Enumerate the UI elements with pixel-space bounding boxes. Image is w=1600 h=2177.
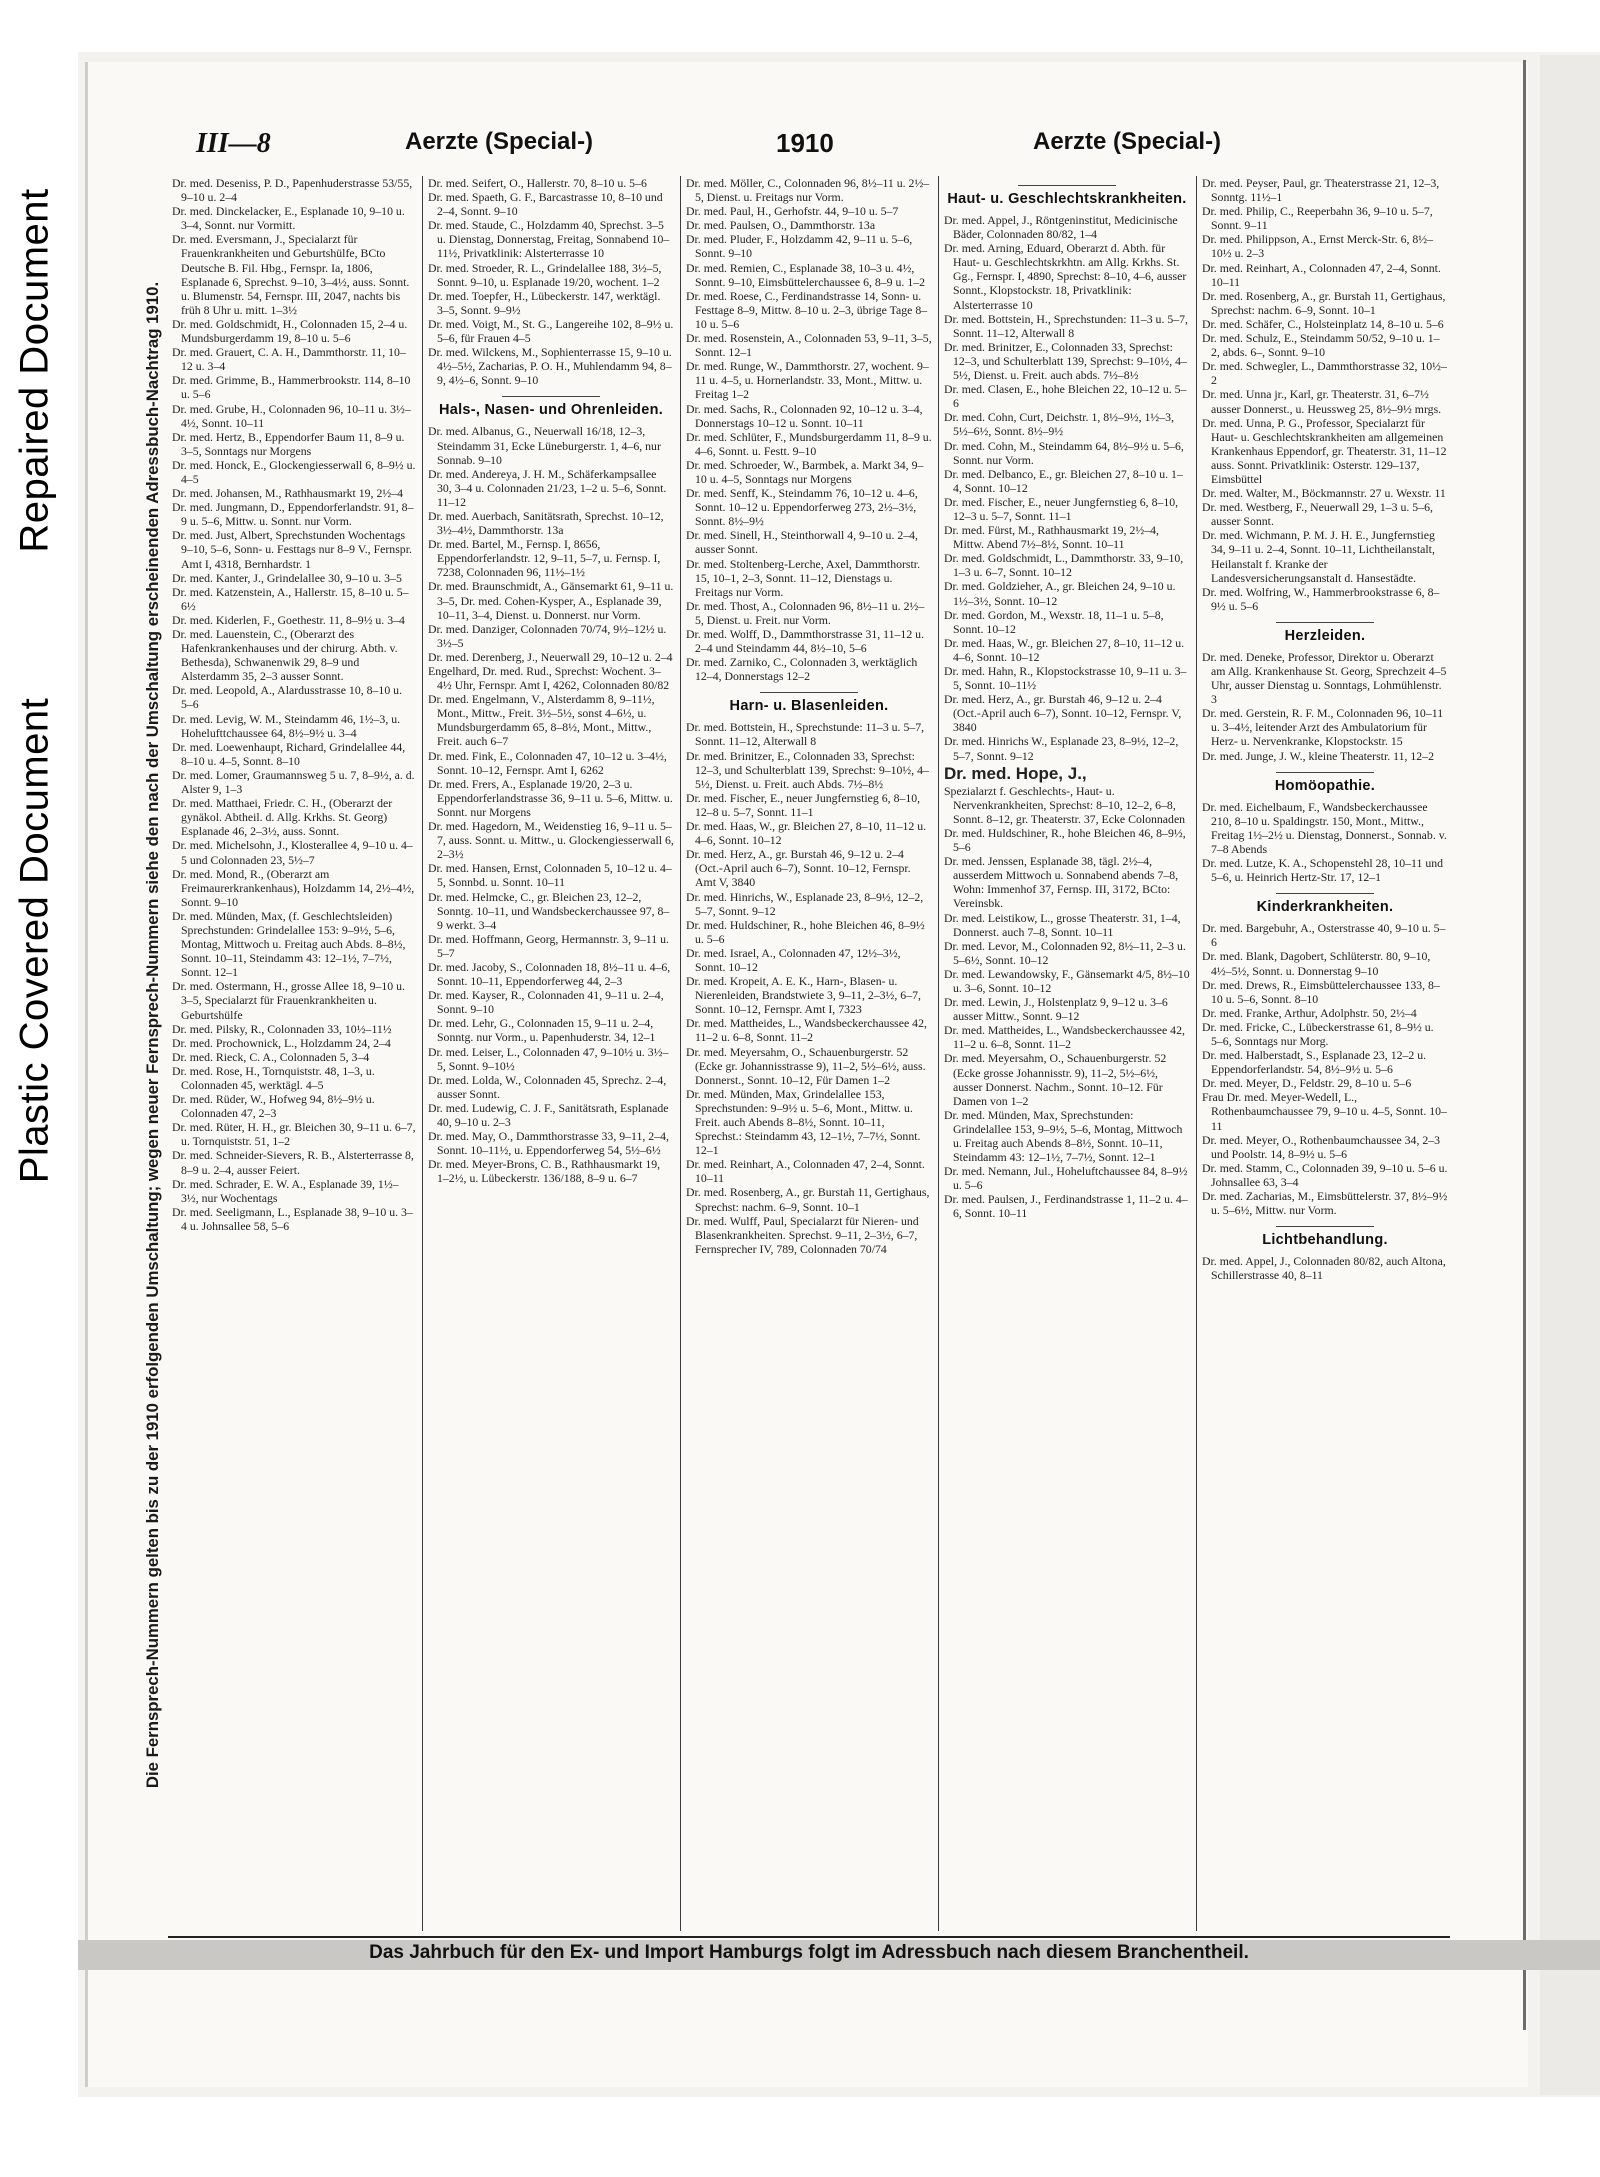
directory-entry: Dr. med. Gerstein, R. F. M., Colonnaden 96, 10–11 u. 3–4½, leitender Arzt des Ambulatorium für Herz- u. Nervenkranke, Klopstockstr. 15 (1202, 706, 1444, 749)
directory-entry: Dr. med. Ludewig, C. J. F., Sanitätsrath, Esplanade 40, 9–10 u. 2–3 (428, 1100, 669, 1129)
directory-entry: Dr. med. Schulz, E., Steindamm 50/52, 9–10 u. 1–2, abds. 6–, Sonnt. 9–10 (1202, 331, 1440, 360)
directory-entry: Dr. med. Israel, A., Colonnaden 47, 12½–3½, Sonnt. 10–12 (686, 945, 901, 974)
directory-entry: Dr. med. Stamm, C., Colonnaden 39, 9–10 u. 5–6 u. Johnsallee 63, 3–4 (1202, 1160, 1448, 1189)
directory-entry: Dr. med. Rüter, H. H., gr. Bleichen 30, 9–11 u. 6–7, u. Tornquiststr. 51, 1–2 (172, 1120, 416, 1149)
directory-entry: Dr. med. Zacharias, M., Eimsbüttelerstr. 37, 8½–9½ u. 5–6½, Mittw. nur Vorm. (1202, 1189, 1448, 1218)
directory-entry: Dr. med. Kayser, R., Colonnaden 41, 9–11 u. 2–4, Sonnt. 9–10 (428, 988, 664, 1017)
directory-entry: Dr. med. Voigt, M., St. G., Langereihe 102, 8–9½ u. 5–6, für Frauen 4–5 (428, 316, 674, 346)
directory-entry: Dr. med. Mattheides, L., Wandsbeckerchaussee 42, 11–2 u. 6–8, Sonnt. 11–2 (944, 1023, 1185, 1052)
directory-entry: Dr. med. Jacoby, S., Colonnaden 18, 8½–11 u. 4–6, Sonnt. 10–11, Eppendorferweg 44, 2–3 (428, 959, 671, 989)
directory-entry: Dr. med. Gordon, M., Wexstr. 18, 11–1 u. 5–8, Sonnt. 10–12 (944, 607, 1164, 636)
directory-entry: Dr. med. Meyersahm, O., Schauenburgerstr. 52 (Ecke gr. Johannisstrasse 9), 11–2, 5½–6½, auss. Donnerst., Sonnt. 10–12, Für Damen 1–2 (686, 1044, 926, 1087)
directory-entry: Dr. med. Münden, Max, (f. Geschlechtsleiden) Sprechstunden: Grindelallee 153: 9–9½, 5–6, Montag, Mittwoch u. Freitag auch Abds. 8–8½, Sonnt. 10–11, Steindamm 43: 12–1½, 7–7½, Sonnt. 12–1 (172, 908, 406, 980)
directory-entry: Dr. med. Auerbach, Sanitätsrath, Sprechst. 10–12, 3½–4½, Dammthorstr. 13a (428, 508, 664, 538)
directory-entry: Dr. med. Appel, J., Colonnaden 80/82, auch Altona, Schillerstrasse 40, 8–11 (1202, 1254, 1446, 1283)
directory-entry: Dr. med. Spaeth, G. F., Barcastrasse 10, 8–10 und 2–4, Sonnt. 9–10 (428, 190, 663, 219)
directory-entry: Dr. med. Braunschmidt, A., Gänsemarkt 61, 9–11 u. 3–5, Dr. med. Cohen-Kysper, A., Esplanade 39, 10–11, 3–4, Dienst. u. Donnerst. nur Vorm. (428, 579, 674, 622)
section-heading: Kinderkrankheiten. (1202, 893, 1448, 916)
directory-entry: Dr. med. Levig, W. M., Steindamm 46, 1½–3, u. Hohelufttchaussee 64, 8½–9½ u. 3–4 (172, 711, 401, 740)
directory-entry: Dr. med. Hoffmann, Georg, Hermannstr. 3, 9–11 u. 5–7 (428, 931, 669, 960)
directory-entry: Dr. med. Wulff, Paul, Specialarzt für Nieren- und Blasenkrankheiten. Sprechst. 9–11, 2–3½, 6–7, Fernsprecher IV, 789, Colonnaden 70/74 (686, 1213, 919, 1256)
directory-entry: Dr. med. Haas, W., gr. Bleichen 27, 8–10, 11–12 u. 4–6, Sonnt. 10–12 (944, 635, 1185, 664)
directory-entry: Dr. med. Fink, E., Colonnaden 47, 10–12 u. 3–4½, Sonnt. 10–12, Fernspr. Amt I, 6262 (428, 748, 667, 777)
directory-entry: Dr. med. Fricke, C., Lübeckerstrasse 61, 8–9½ u. 5–6, Sonntags nur Morg. (1202, 1019, 1434, 1048)
directory-entry: Dr. med. Paulsen, O., Dammthorstr. 13a (686, 218, 876, 233)
directory-entry: Dr. med. Lauenstein, C., (Oberarzt des Hafenkrankenhauses und der chirurg. Abth. v. Bethesda), Schwanenwik 29, 8–9 und Alsterdamm 35, 2–3 ausser Sonnt. (172, 627, 398, 684)
directory-entry: Dr. med. Bottstein, H., Sprechstunde: 11–3 u. 5–7, Sonnt. 11–12, Alterwall 8 (686, 720, 925, 749)
directory-entry: Dr. med. Cohn, M., Steindamm 64, 8½–9½ u. 5–6, Sonnt. nur Vorm. (944, 438, 1184, 467)
directory-entry: Dr. med. Prochownick, L., Holzdamm 24, 2–4 (172, 1035, 391, 1050)
directory-entry: Dr. med. Deseniss, P. D., Papenhuderstrasse 53/55, 9–10 u. 2–4 (172, 176, 413, 205)
directory-entry: Dr. med. Loewenhaupt, Richard, Grindelallee 44, 8–10 u. 4–5, Sonnt. 8–10 (172, 739, 406, 768)
directory-entry: Dr. med. Levor, M., Colonnaden 92, 8½–11, 2–3 u. 5–6½, Sonnt. 10–12 (944, 938, 1186, 967)
directory-entry: Dr. med. Haas, W., gr. Bleichen 27, 8–10, 11–12 u. 4–6, Sonnt. 10–12 (686, 819, 927, 848)
directory-entry: Dr. med. Meyersahm, O., Schauenburgerstr. 52 (Ecke grosse Johannisstr. 9), 11–2, 5½–6½, ausser Donnerst. Nachm., Sonnt. 10–12. Für Damen von 1–2 (944, 1051, 1167, 1108)
directory-entry: Dr. med. Derenberg, J., Neuerwall 29, 10–12 u. 2–4 (428, 649, 673, 664)
directory-entry: Dr. med. Rosenberg, A., gr. Burstah 11, Gertighaus, Sprechst: nachm. 6–9, Sonnt. 10–1 (686, 1185, 930, 1214)
directory-entry: Dr. med. Fischer, E., neuer Jungfernstieg 6, 8–10, 12–8 u. 5–7, Sonnt. 11–1 (686, 790, 921, 819)
directory-entry: Dr. med. Seifert, O., Hallerstr. 70, 8–10 u. 5–6 (428, 176, 647, 190)
directory-entry: Dr. med. Wolfring, W., Hammerbrookstrasse 6, 8–9½ u. 5–6 (1202, 584, 1440, 613)
column-4 (944, 176, 1190, 1934)
directory-entry: Dr. med. Delbanco, E., gr. Bleichen 27, 8–10 u. 1–4, Sonnt. 10–12 (944, 466, 1183, 495)
directory-entry: Dr. med. Blank, Dagobert, Schlüterstr. 80, 9–10, 4½–5½, Sonnt. u. Donnerstag 9–10 (1202, 949, 1431, 978)
running-head-left: Aerzte (Special-) (405, 128, 594, 155)
directory-entry: Dr. med. Mond, R., (Oberarzt am Freimaurerkrankenhaus), Holzdamm 14, 2½–4½, Sonnt. 9–10 (172, 866, 415, 909)
directory-entry: Dr. med. Just, Albert, Sprechstunden Wochentags 9–10, 5–6, Sonn- u. Festtags nur 8–9 V., Fernspr. Amt I, 4318, Bernhardstr. 1 (172, 528, 412, 571)
directory-entry: Dr. med. Grimme, B., Hammerbrookstr. 114, 8–10 u. 5–6 (172, 373, 411, 402)
directory-entry: Dr. med. Bartel, M., Fernsp. I, 8656, Eppendorferlandstr. 12, 9–11, 5–7, u. Fernsp. I, 7238, Colonnaden 96, 11½–1½ (428, 537, 661, 580)
footer-rule (168, 1936, 1450, 1938)
directory-entry: Dr. med. Kanter, J., Grindelallee 30, 9–10 u. 3–5 (172, 570, 402, 585)
directory-entry: Dr. med. Münden, Max, Grindelallee 153, Sprechstunden: 9–9½ u. 5–6, Mont., Mittw. u. Freit. auch Abends 8–8½, Sonnt. 10–11, Sprechst.: Steindamm 43, 12–1½, 7–7½, Sonnt. 12–1 (686, 1086, 921, 1158)
directory-entry: Dr. med. Meyer, O., Rothenbaumchaussee 34, 2–3 und Poolstr. 14, 8–9½ u. 5–6 (1202, 1132, 1441, 1161)
directory-entry: Dr. med. Danziger, Colonnaden 70/74, 9½–12½ u. 3½–5 (428, 621, 667, 650)
directory-entry: Dr. med. Halberstadt, S., Esplanade 23, 12–2 u. Eppendorferlandstr. 54, 8½–9½ u. 5–6 (1202, 1048, 1427, 1077)
directory-entry: Dr. med. Honck, E., Glockengiesserwall 6, 8–9½ u. 4–5 (172, 457, 416, 486)
directory-entry: Dr. med. Paulsen, J., Ferdinandstrasse 1, 11–2 u. 4–6, Sonnt. 10–11 (944, 1192, 1188, 1221)
directory-entry: Dr. med. Hertz, B., Eppendorfer Baum 11, 8–9 u. 3–5, Sonntags nur Morgens (172, 429, 405, 458)
directory-entry: Dr. med. Jenssen, Esplanade 38, tägl. 2½–4, ausserdem Mittwoch u. Sonnabend abends 7–8, Wohn: Immenhof 37, Fernsp. III, 3172, BCto: Vereinsbk. (944, 854, 1179, 911)
directory-entry: Dr. med. Peyser, Paul, gr. Theaterstrasse 21, 12–3, Sonntg. 11½–1 (1202, 176, 1440, 205)
section-heading: Harn- u. Blasenleiden. (686, 692, 932, 715)
section-heading: Herzleiden. (1202, 622, 1448, 645)
directory-entry: Dr. med. Frers, A., Esplanade 19/20, 2–3 u. Eppendorferlandstrasse 36, 9–11 u. 5–6, Mittw. u. Sonnt. nur Morgens (428, 776, 673, 819)
directory-entry: Dr. med. Kropeit, A. E. K., Harn-, Blasen- u. Nierenleiden, Brandstwiete 3, 9–11, 2–3½, 6–7, Sonnt. 10–12, Fernspr. Amt I, 7323 (686, 974, 921, 1017)
directory-entry: Dr. med. Drews, R., Eimsbüttelerchaussee 133, 8–10 u. 5–6, Sonnt. 8–10 (1202, 977, 1440, 1006)
directory-entry: Engelhard, Dr. med. Rud., Sprechst: Wochent. 3–4½ Uhr, Fernspr. Amt I, 4262, Colonnaden 80/82 (428, 664, 670, 693)
directory-entry: Dr. med. Appel, J., Röntgeninstitut, Medicinische Bäder, Colonnaden 80/82, 1–4 (944, 213, 1178, 242)
directory-entry: Dr. med. Senff, K., Steindamm 76, 10–12 u. 4–6, Sonnt. 10–12 u. Eppendorferweg 273, 2½–3½, Sonnt. 8½–9½ (686, 486, 918, 529)
directory-entry: Dr. med. Seeligmann, L., Esplanade 38, 9–10 u. 3–4 u. Johnsallee 58, 5–6 (172, 1204, 413, 1233)
directory-entry: Dr. med. Junge, J. W., kleine Theaterstr. 11, 12–2 (1202, 748, 1434, 763)
directory-entry: Dr. med. Katzenstein, A., Hallerstr. 15, 8–10 u. 5–6½ (172, 584, 409, 613)
section-heading: Haut- u. Geschlechtskrankheiten. (944, 185, 1190, 208)
column-rule (938, 176, 939, 1931)
directory-entry: Dr. med. Westberg, F., Neuerwall 29, 1–3 u. 5–6, ausser Sonnt. (1202, 500, 1433, 529)
directory-entry: Dr. med. Rüder, W., Hofweg 94, 8½–9½ u. Colonnaden 47, 2–3 (172, 1092, 375, 1121)
directory-entry: Frau Dr. med. Meyer-Wedell, L., Rothenbaumchaussee 79, 9–10 u. 4–5, Sonnt. 10–11 (1202, 1090, 1447, 1133)
directory-entry: Dr. med. Andereya, J. H. M., Schäferkampsallee 30, 3–4 u. Colonnaden 21/23, 1–2 u. 5–6, Sonnt. 11–12 (428, 466, 667, 509)
directory-entry: Dr. med. Meyer, D., Feldstr. 29, 8–10 u. 5–6 (1202, 1076, 1412, 1091)
directory-entry: Dr. med. Arning, Eduard, Oberarzt d. Abth. für Haut- u. Geschlechtskrkhtn. am Allg. Krkhs. St. Gg., Fernspr. I, 4890, Sprechst: 8–10, 4–6, ausser Sonnt., Klopstockstr. 18, Privatklinik: Alsterterrasse 10 (944, 241, 1187, 312)
directory-entry: Dr. med. Toepfer, H., Lübeckerstr. 147, werktägl. 3–5, Sonnt. 9–9½ (428, 288, 661, 317)
facing-page-strip (1540, 55, 1600, 2095)
directory-entry: Dr. med. Leopold, A., Alardusstrasse 10, 8–10 u. 5–6 (172, 683, 403, 712)
directory-entry: Dr. med. Mattheides, L., Wandsbeckerchaussee 42, 11–2 u. 6–8, Sonnt. 11–2 (686, 1016, 927, 1045)
directory-entry: Dr. med. Bargebuhr, A., Osterstrasse 40, 9–10 u. 5–6 (1202, 921, 1446, 950)
directory-entry: Dr. med. Thost, A., Colonnaden 96, 8½–11 u. 2½–5, Dienst. u. Freit. nur Vorm. (686, 598, 925, 627)
directory-entry: Dr. med. Eichelbaum, F., Wandsbeckerchaussee 210, 8–10 u. Spaldingstr. 150, Mont., Mittw., Freitag 1½–2½ u. Dienstag, Donnerst., Sonnab. v. 7–8 Abends (1202, 799, 1447, 856)
column-rule (1196, 176, 1197, 1931)
directory-entry: Dr. med. Leiser, L., Colonnaden 47, 9–10½ u. 3½–5, Sonnt. 9–10½ (428, 1044, 669, 1073)
directory-entry: Dr. med. Helmcke, C., gr. Bleichen 23, 12–2, Sonntg. 10–11, und Wandsbeckerchaussee 97, 8–9 werkt. 3–4 (428, 889, 670, 932)
directory-entry: Dr. med. Unna jr., Karl, gr. Theaterstr. 31, 6–7½ ausser Donnerst., u. Heussweg 25, 8½–9½ mrgs. (1202, 387, 1442, 416)
column-rule (680, 176, 681, 1931)
section-heading: Homöopathie. (1202, 772, 1448, 795)
section-heading: Lichtbehandlung. (1202, 1226, 1448, 1249)
directory-entry: Dr. med. Ostermann, H., grosse Allee 18, 9–10 u. 3–5, Specialarzt für Frauenkrankheiten u. Geburtshülfe (172, 979, 405, 1022)
directory-entry: Spezialarzt f. Geschlechts-, Haut- u. Nervenkrankheiten, Sprechst: 8–10, 12–2, 6–8, Sonnt. 8–12, gr. Theaterstr. 37, Ecke Colonnaden (944, 783, 1186, 826)
directory-entry: Dr. med. Matthaei, Friedr. C. H., (Oberarzt der gynäkol. Abtheil. d. Allg. Krkhs. St. Georg) Esplanade 46, 2–3½, auss. Sonnt. (172, 796, 393, 839)
column-1 (172, 176, 416, 1934)
directory-entry: Dr. med. Hansen, Ernst, Colonnaden 5, 10–12 u. 4–5, Sonnbd. u. Sonnt. 10–11 (428, 861, 672, 890)
directory-entry: Dr. med. Hagedorn, M., Weidenstieg 16, 9–11 u. 5–7, auss. Sonnt. u. Mittw., u. Glockengiesserwall 6, 2–3½ (428, 819, 674, 862)
directory-entry: Dr. med. Pilsky, R., Colonnaden 33, 10½–11½ (172, 1021, 392, 1036)
directory-entry: Dr. med. Sachs, R., Colonnaden 92, 10–12 u. 3–4, Donnerstags 10–12 u. Sonnt. 10–11 (686, 401, 923, 430)
directory-entry: Dr. med. Wolff, D., Dammthorstrasse 31, 11–12 u. 2–4 und Steindamm 44, 8½–10, 5–6 (686, 627, 925, 656)
directory-entry: Dr. med. Fürst, M., Rathhausmarkt 19, 2½–4, Mittw. Abend 7½–8½, Sonnt. 10–11 (944, 523, 1159, 552)
directory-entry: Dr. med. Herz, A., gr. Burstah 46, 9–12 u. 2–4 (Oct.-April auch 6–7), Sonnt. 10–12, Fernspr. Amt V, 3840 (686, 847, 911, 890)
directory-entry: Dr. med. Cohn, Curt, Deichstr. 1, 8½–9½, 1½–3, 5½–6½, Sonnt. 8½–9½ (944, 410, 1175, 439)
directory-entry: Dr. med. Paul, H., Gerhofstr. 44, 9–10 u. 5–7 (686, 204, 899, 219)
directory-entry: Dr. med. Remien, C., Esplanade 38, 10–3 u. 4½, Sonnt. 9–10, Eimsbüttelerchaussee 6, 8–9 u. 1–2 (686, 260, 926, 289)
column-3 (686, 176, 932, 1934)
directory-entry: Dr. med. Michelsohn, J., Klosterallee 4, 9–10 u. 4–5 und Colonnaden 23, 5½–7 (172, 838, 413, 867)
repaired-document-label: Repaired Document (12, 187, 57, 553)
directory-entry: Dr. med. Lomer, Graumannsweg 5 u. 7, 8–9½, a. d. Alster 9, 1–3 (172, 767, 415, 797)
column-2 (428, 176, 674, 1934)
directory-entry: Dr. med. Pluder, F., Holzdamm 42, 9–11 u. 5–6, Sonnt. 9–10 (686, 232, 913, 261)
directory-entry: Dr. med. Reinhart, A., Colonnaden 47, 2–4, Sonnt. 10–11 (1202, 260, 1441, 289)
directory-entry: Dr. med. Johansen, M., Rathhausmarkt 19, 2½–4 (172, 486, 403, 501)
directory-entry: Dr. med. Clasen, E., hohe Bleichen 22, 10–12 u. 5–6 (944, 382, 1187, 411)
directory-entry: Dr. med. Huldschiner, R., hohe Bleichen 46, 8–9½, 5–6 (944, 825, 1186, 855)
directory-entry: Dr. med. Dinckelacker, E., Esplanade 10, 9–10 u. 3–4, Sonnt. nur Vormitt. (172, 204, 405, 233)
directory-entry: Dr. med. Wichmann, P. M. J. H. E., Jungfernstieg 34, 9–11 u. 2–4, Sonnt. 10–11, Lichtheilanstalt, Heilanstalt f. Kranke der Landesversicherungsanstalt d. Hansestädte. (1202, 528, 1435, 585)
directory-entry: Dr. med. Meyer-Brons, C. B., Rathhausmarkt 19, 1–2½, u. Lübeckerstr. 136/188, 8–9 u. 6–7 (428, 1157, 661, 1186)
directory-entry: Dr. med. Bottstein, H., Sprechstunden: 11–3 u. 5–7, Sonnt. 11–12, Alterwall 8 (944, 311, 1189, 340)
directory-entry: Dr. med. Lewandowsky, F., Gänsemarkt 4/5, 8½–10 u. 3–6, Sonnt. 10–12 (944, 966, 1190, 995)
directory-entry: Dr. med. Goldschmidt, H., Colonnaden 15, 2–4 u. Mundsburgerdamm 19, 8–10 u. 5–6 (172, 316, 408, 346)
directory-entry: Dr. med. Unna, P. G., Professor, Specialarzt für Haut- u. Geschlechtskrankheiten am allgemeinen Krankenhaus Eppendorf, gr. Theaterstr. 31, 11–12 auss. Sonnt. Privatklinik: Osterstr. 129–137, Eimsbüttel (1202, 415, 1447, 486)
directory-entry: Dr. med. Fischer, E., neuer Jungfernstieg 6, 8–10, 12–3 u. 5–7, Sonnt. 11–1 (944, 494, 1179, 523)
directory-entry: Dr. med. Runge, W., Dammthorstr. 27, wochent. 9–11 u. 4–5, u. Hornerlandstr. 33, Mont., Mittw. u. Freitag 1–2 (686, 359, 929, 402)
directory-entry: Dr. med. Rieck, C. A., Colonnaden 5, 3–4 (172, 1049, 370, 1064)
directory-entry: Dr. med. Hahn, R., Klopstockstrasse 10, 9–11 u. 3–5, Sonnt. 10–11½ (944, 664, 1187, 693)
directory-entry: Dr. med. Möller, C., Colonnaden 96, 8½–11 u. 2½–5, Dienst. u. Freitags nur Vorm. (686, 176, 930, 205)
directory-entry: Dr. med. Kiderlen, F., Goethestr. 11, 8–9½ u. 3–4 (172, 612, 405, 627)
directory-entry: Dr. med. Franke, Arthur, Adolphstr. 50, 2½–4 (1202, 1005, 1417, 1020)
directory-entry: Dr. med. Wilckens, M., Sophienterrasse 15, 9–10 u. 4½–5½, Zacharias, P. O. H., Muhlendamm 94, 8–9, 4½–6, Sonnt. 9–10 (428, 345, 672, 388)
directory-entry: Dr. med. Deneke, Professor, Direktor u. Oberarzt am Allg. Krankenhause St. Georg, Sprechzeit 4–5 Uhr, ausser Dienstag u. Sonntags, Lohmühlenstr. 3 (1202, 649, 1447, 707)
directory-entry: Dr. med. Philippson, A., Ernst Merck-Str. 6, 8½–10½ u. 2–3 (1202, 232, 1434, 261)
directory-entry: Dr. med. Herz, A., gr. Burstah 46, 9–12 u. 2–4 (Oct.-April auch 6–7), Sonnt. 10–12, Fernspr. V, 3840 (944, 692, 1182, 735)
directory-entry: Dr. med. Brinitzer, E., Colonnaden 33, Sprechst: 12–3, und Schulterblatt 139, Sprechst: 9–10½, 4–5½, Dienst. u. Freit. auch Abds. 7½–8½ (686, 748, 929, 791)
directory-entry: Dr. med. Engelmann, V., Alsterdamm 8, 9–11½, Mont., Mittw., Freit. 3½–5½, sonst 4–6½, u. Mundsburgerdamm 65, 8–8½, Mont., Mittw., Freit. auch 6–7 (428, 692, 655, 749)
directory-entry: Dr. med. Roese, C., Ferdinandstrasse 14, Sonn- u. Festtage 8–9, Mittw. 8–10 u. 2–3, übrige Tage 8–10 u. 5–6 (686, 288, 928, 331)
directory-entry: Dr. med. Reinhart, A., Colonnaden 47, 2–4, Sonnt. 10–11 (686, 1157, 925, 1186)
directory-entry: Dr. med. Hinrichs W., Esplanade 23, 8–9½, 12–2, 5–7, Sonnt. 9–12 (944, 734, 1179, 763)
footer-note: Das Jahrbuch für den Ex- und Import Hamburgs folgt im Adressbuch nach diesem Branchentheil. (369, 1942, 1249, 1963)
running-head-year: 1910 (776, 128, 834, 158)
page-edge (1523, 60, 1526, 2030)
directory-entry: Dr. med. Staude, C., Holzdamm 40, Sprechst. 3–5 u. Dienstag, Donnerstag, Freitag, Sonnabend 10–11½, Privatklinik: Alsterterrasse 10 (428, 218, 670, 261)
directory-entry: Dr. med. Stoltenberg-Lerche, Axel, Dammthorstr. 15, 10–1, 2–3, Sonnt. 11–12, Dienstags u. Freitags nur Vorm. (686, 556, 921, 599)
directory-entry: Dr. med. Zarniko, C., Colonnaden 3, werktäglich 12–4, Donnerstags 12–2 (686, 655, 918, 684)
directory-entry: Dr. med. Rosenstein, A., Colonnaden 53, 9–11, 3–5, Sonnt. 12–1 (686, 331, 932, 360)
directory-entry: Dr. med. Schroeder, W., Barmbek, a. Markt 34, 9–10 u. 4–5, Sonntags nur Morgens (686, 457, 924, 486)
directory-entry: Dr. med. Sinell, H., Steinthorwall 4, 9–10 u. 2–4, ausser Sonnt. (686, 528, 918, 557)
directory-entry: Dr. med. Philip, C., Reeperbahn 36, 9–10 u. 5–7, Sonnt. 9–11 (1202, 204, 1433, 233)
directory-entry: Dr. med. Schneider-Sievers, R. B., Alsterterrasse 8, 8–9 u. 2–4, ausser Feiert. (172, 1148, 414, 1177)
directory-entry: Dr. med. Schrader, E. W. A., Esplanade 39, 1½–3½, nur Wochentags (172, 1176, 399, 1205)
column-rule (422, 176, 423, 1931)
page-number: III—8 (196, 128, 271, 159)
plastic-covered-label: Plastic Covered Document (12, 697, 57, 1183)
directory-entry: Dr. med. Hinrichs, W., Esplanade 23, 8–9½, 12–2, 5–7, Sonnt. 9–12 (686, 889, 924, 918)
directory-entry: Dr. med. Rose, H., Tornquiststr. 48, 1–3, u. Colonnaden 45, werktägl. 4–5 (172, 1063, 375, 1092)
directory-entry: Dr. med. Schäfer, C., Holsteinplatz 14, 8–10 u. 5–6 (1202, 316, 1444, 331)
directory-entry: Dr. med. Lolda, W., Colonnaden 45, Sprechz. 2–4, ausser Sonnt. (428, 1072, 667, 1101)
directory-entry: Dr. med. May, O., Dammthorstrasse 33, 9–11, 2–4, Sonnt. 10–11½, u. Eppendorferweg 54, 5½–6½ (428, 1129, 669, 1158)
directory-entry: Dr. med. Goldzieher, A., gr. Bleichen 24, 9–10 u. 1½–3½, Sonnt. 10–12 (944, 579, 1176, 608)
column-5 (1202, 176, 1448, 1934)
directory-entry: Dr. med. Stroeder, R. L., Grindelallee 188, 3½–5, Sonnt. 9–10, u. Esplanade 19/20, wochent. 1–2 (428, 260, 662, 289)
directory-entry: Dr. med. Goldschmidt, L., Dammthorstr. 33, 9–10, 1–3 u. 6–7, Sonnt. 10–12 (944, 551, 1184, 580)
directory-entry: Dr. med. Münden, Max, Sprechstunden: Grindelallee 153, 9–9½, 5–6, Montag, Mittwoch u. Freitag auch Abends 8–8½, Sonnt. 10–11, Steindamm 43: 12–1½, 7–7½, Sonnt. 12–1 (944, 1107, 1183, 1165)
directory-entry: Dr. med. Jungmann, D., Eppendorferlandstr. 91, 8–9 u. 5–6, Mittw. u. Sonnt. nur Vorm. (172, 500, 414, 529)
directory-entry: Dr. med. Leistikow, L., grosse Theaterstr. 31, 1–4, Donnerst. auch 7–8, Sonnt. 10–11 (944, 910, 1181, 939)
section-heading: Hals-, Nasen- und Ohrenleiden. (428, 396, 674, 419)
margin-note: Die Fernsprech-Nummern gelten bis zu der 1910 erfolgenden Umschaltung; wegen neuer Fernsprech-Nummern siehe den nach der Umschaltung erscheinenden Adressbuch-Nachtrag 1910. (143, 281, 163, 1789)
running-head-right: Aerzte (Special-) (1033, 128, 1222, 155)
directory-entry: Dr. med. Grube, H., Colonnaden 96, 10–11 u. 3½–4½, Sonnt. 10–11 (172, 401, 411, 430)
directory-entry: Dr. med. Schlüter, F., Mundsburgerdamm 11, 8–9 u. 4–6, Sonnt. u. Festt. 9–10 (686, 429, 932, 458)
directory-entry: Dr. med. Schwegler, L., Dammthorstrasse 32, 10½–2 (1202, 359, 1447, 388)
directory-entry: Dr. med. Walter, M., Böckmannstr. 27 u. Wexstr. 11 (1202, 486, 1446, 501)
directory-entry: Dr. med. Hope, J., (944, 763, 1087, 783)
directory-entry: Dr. med. Rosenberg, A., gr. Burstah 11, Gertighaus, Sprechst: nachm. 6–9, Sonnt. 10–1 (1202, 288, 1446, 317)
directory-entry: Dr. med. Grauert, C. A. H., Dammthorstr. 11, 10–12 u. 3–4 (172, 345, 406, 374)
directory-entry: Dr. med. Huldschiner, R., hohe Bleichen 46, 8–9½ u. 5–6 (686, 917, 925, 946)
directory-entry: Dr. med. Lehr, G., Colonnaden 15, 9–11 u. 2–4, Sonntg. nur Vorm., u. Papenhuderstr. 34, 12–1 (428, 1016, 656, 1045)
directory-entry: Dr. med. Eversmann, J., Specialarzt für Frauenkrankheiten und Geburtshülfe, BCto Deutsche B. Fil. Hbg., Fernspr. Ia, 1806, Esplanade 6, Sprechst. 9–10, 3–4½, auss. Sonnt. u. Blumenstr. 54, Fernspr. III, 2047, nachts bis früh 8 Uhr u. mitt. 1–3½ (172, 232, 410, 317)
directory-entry: Dr. med. Lutze, K. A., Schopenstehl 28, 10–11 und 5–6, u. Heinrich Hertz-Str. 17, 12–1 (1202, 856, 1444, 885)
directory-entry: Dr. med. Nemann, Jul., Hoheluftchaussee 84, 8–9½ u. 5–6 (944, 1164, 1188, 1193)
directory-entry: Dr. med. Brinitzer, E., Colonnaden 33, Sprechst: 12–3, und Schulterblatt 139, Sprechst: 9–10½, 4–5½, Dienst. u. Freit. auch abds. 7½–8½ (944, 339, 1187, 383)
directory-entry: Dr. med. Albanus, G., Neuerwall 16/18, 12–3, Steindamm 31, Ecke Lüneburgerstr. 1, 4–6, nur Sonnab. 9–10 (428, 424, 661, 467)
directory-entry: Dr. med. Lewin, J., Holstenplatz 9, 9–12 u. 3–6 ausser Mittw., Sonnt. 9–12 (944, 995, 1168, 1024)
